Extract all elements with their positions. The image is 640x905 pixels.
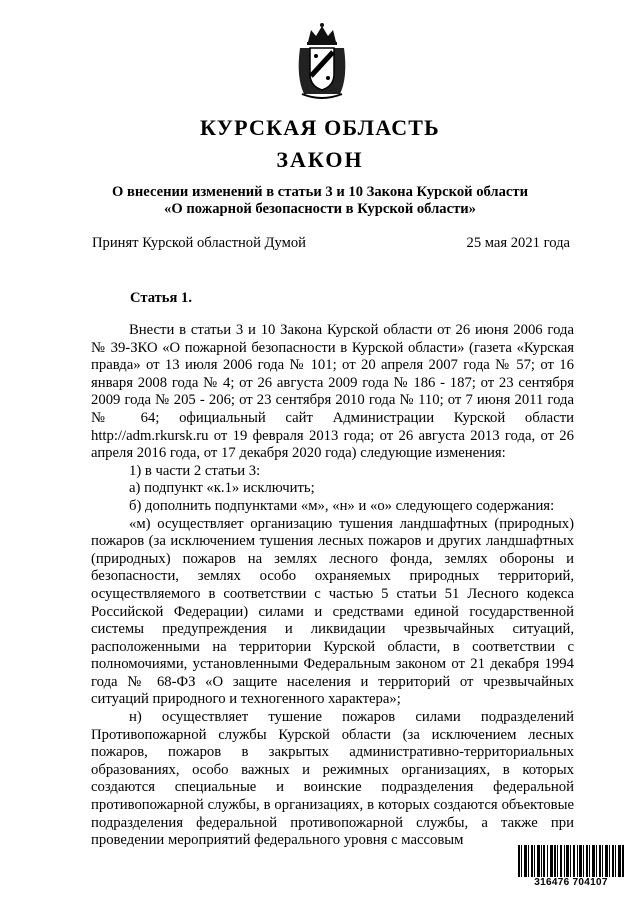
barcode: [517, 845, 625, 889]
paragraph-intro: Внести в статьи 3 и 10 Закона Курской области от 26 июня 2006 года № 39-ЗКО «О пожарной безопасности в Курской области» (газета «Курская правда» от 13 июля 2006 года № 101; от 20 апреля 2007 года № 57; от 16 января 2008 года № 4; от 26 августа 2009 года № 186 - 187; от 23 сентября 2009 года № 205 - 206; от 23 сентября 2010 года № 110; от 7 июня 2011 года № 64; официальный сайт Администрации Курской области http://adm.rkursk.ru от 19 февраля 2013 года; от 26 августа 2013 года, от 26 апреля 2016 года, от 17 декабря 2020 года) следующие изменения:: [91, 322, 574, 462]
paragraph-item-a: а) подпункт «к.1» исключить;: [129, 480, 315, 497]
article-title: Статья 1.: [130, 290, 192, 306]
coat-of-arms-emblem: [292, 22, 352, 100]
barcode-bars: [517, 845, 625, 877]
adopted-by: Принят Курской областной Думой: [92, 235, 306, 251]
law-subtitle: [80, 184, 560, 218]
article-body: [91, 322, 574, 850]
region-title: КУРСКАЯ ОБЛАСТЬ: [200, 115, 440, 140]
paragraph-item-1: 1) в части 2 статьи 3:: [129, 462, 261, 479]
document-type: ЗАКОН: [276, 147, 364, 172]
barcode-number: 316476 704107: [534, 877, 608, 888]
paragraph-subitem-m: «м) осуществляет организацию тушения ландшафтных (природных) пожаров (за исключением тушения лесных пожаров и других ландшафтных (природных) пожаров на землях лесного фонда, землях обороны и безопасности, землях особо охраняемых природных территорий, осуществляемого в соответствии с частью 5 статьи 51 Лесного кодекса Российской Федерации) силами и средствами единой государственной системы предупреждения и ликвидации чрезвычайных ситуаций, расположенными на территории Курской области, в соответствии с полномочиями, установленными Федеральным законом от 21 декабря 1994 года № 68-ФЗ «О защите населения и территорий от чрезвычайных ситуаций природного и техногенного характера»;: [91, 515, 574, 708]
subtitle-line-1: О внесении изменений в статьи 3 и 10 Закона Курской области: [112, 184, 528, 200]
adoption-date: 25 мая 2021 года: [466, 235, 570, 251]
paragraph-item-b: б) дополнить подпунктами «м», «н» и «о» следующего содержания:: [129, 497, 555, 514]
subtitle-line-2: «О пожарной безопасности в Курской области»: [164, 201, 476, 217]
paragraph-subitem-n: н) осуществляет тушение пожаров силами подразделений Противопожарной службы Курской области (за исключением лесных пожаров, пожаров в закрытых административно-территориальных образованиях, особо важных и режимных организациях, в которых создаются специальные и воинские подразделения федеральной противопожарной службы, в организациях, в которых создаются объектовые подразделения федеральной противопожарной службы, а также при проведении мероприятий федерального уровня с массовым: [91, 709, 574, 849]
